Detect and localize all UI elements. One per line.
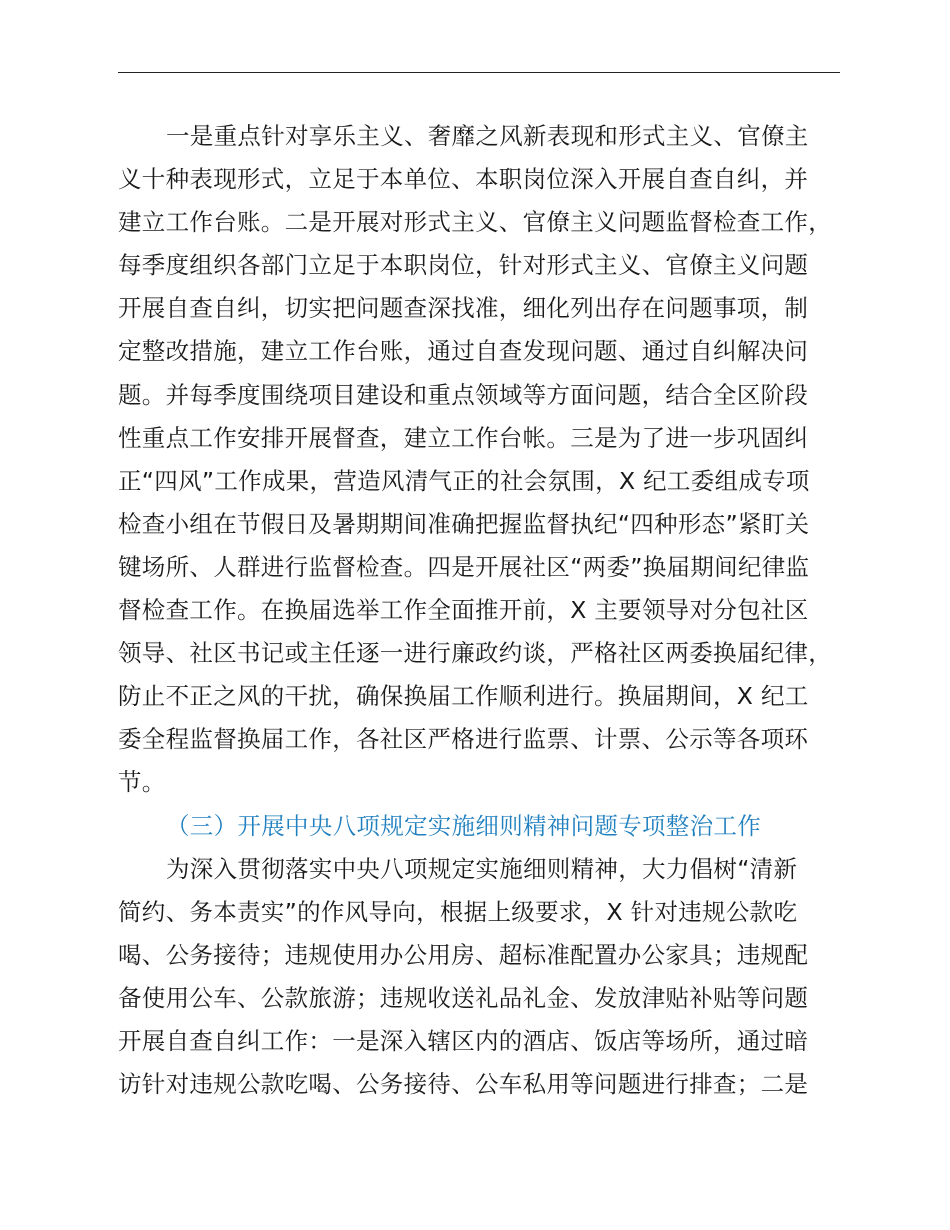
- paragraph-line: 简约、务本责实”的作风导向，根据上级要求，X 针对违规公款吃: [118, 897, 798, 926]
- paragraph-line: 义十种表现形式，立足于本单位、本职岗位深入开展自查自纠，并: [118, 165, 809, 194]
- paragraph-line: 节。: [118, 768, 166, 797]
- section-heading: （三）开展中央八项规定实施细则精神问题专项整治工作: [166, 811, 761, 840]
- paragraph-line: 为深入贯彻落实中央八项规定实施细则精神，大力倡树“清新: [166, 854, 798, 883]
- paragraph-line: 题。并每季度围绕项目建设和重点领域等方面问题，结合全区阶段: [118, 380, 809, 409]
- paragraph-line: 每季度组织各部门立足于本职岗位，针对形式主义、官僚主义问题: [118, 251, 809, 280]
- paragraph-line: 建立工作台账。二是开展对形式主义、官僚主义问题监督检查工作，: [118, 208, 832, 237]
- paragraph-line: 委全程监督换届工作，各社区严格进行监票、计票、公示等各项环: [118, 725, 809, 754]
- paragraph-line: 防止不正之风的干扰，确保换届工作顺利进行。换届期间，X 纪工: [118, 682, 809, 711]
- document-body: [118, 115, 840, 1106]
- paragraph-line: 一是重点针对享乐主义、奢靡之风新表现和形式主义、官僚主: [166, 122, 809, 150]
- paragraph-line: 键场所、人群进行监督检查。四是开展社区“两委”换届期间纪律监: [118, 552, 810, 581]
- paragraph-line: 督检查工作。在换届选举工作全面推开前，X 主要领导对分包社区: [118, 596, 809, 625]
- paragraph-line: 正“四风”工作成果，营造风清气正的社会氛围，X 纪工委组成专项: [118, 466, 810, 495]
- paragraph-line: 喝、公务接待；违规使用办公用房、超标准配置办公家具；违规配: [118, 940, 809, 969]
- paragraph-line: 领导、社区书记或主任逐一进行廉政约谈，严格社区两委换届纪律，: [118, 639, 832, 668]
- paragraph-line: 开展自查自纠，切实把问题查深找准，细化列出存在问题事项，制: [118, 294, 809, 323]
- paragraph-line: 性重点工作安排开展督查，建立工作台帐。三是为了进一步巩固纠: [118, 423, 809, 452]
- paragraph-line: 定整改措施，建立工作台账，通过自查发现问题、通过自纠解决问: [118, 337, 809, 366]
- paragraph-line: 备使用公车、公款旅游；违规收送礼品礼金、发放津贴补贴等问题: [118, 983, 809, 1012]
- paragraph-line: 检查小组在节假日及暑期期间准确把握监督执纪“四种形态”紧盯关: [118, 509, 810, 538]
- paragraph-line: 访针对违规公款吃喝、公务接待、公车私用等问题进行排查；二是: [118, 1070, 809, 1099]
- header-rule: [118, 72, 840, 73]
- paragraph-line: 开展自查自纠工作：一是深入辖区内的酒店、饭店等场所，通过暗: [118, 1026, 809, 1055]
